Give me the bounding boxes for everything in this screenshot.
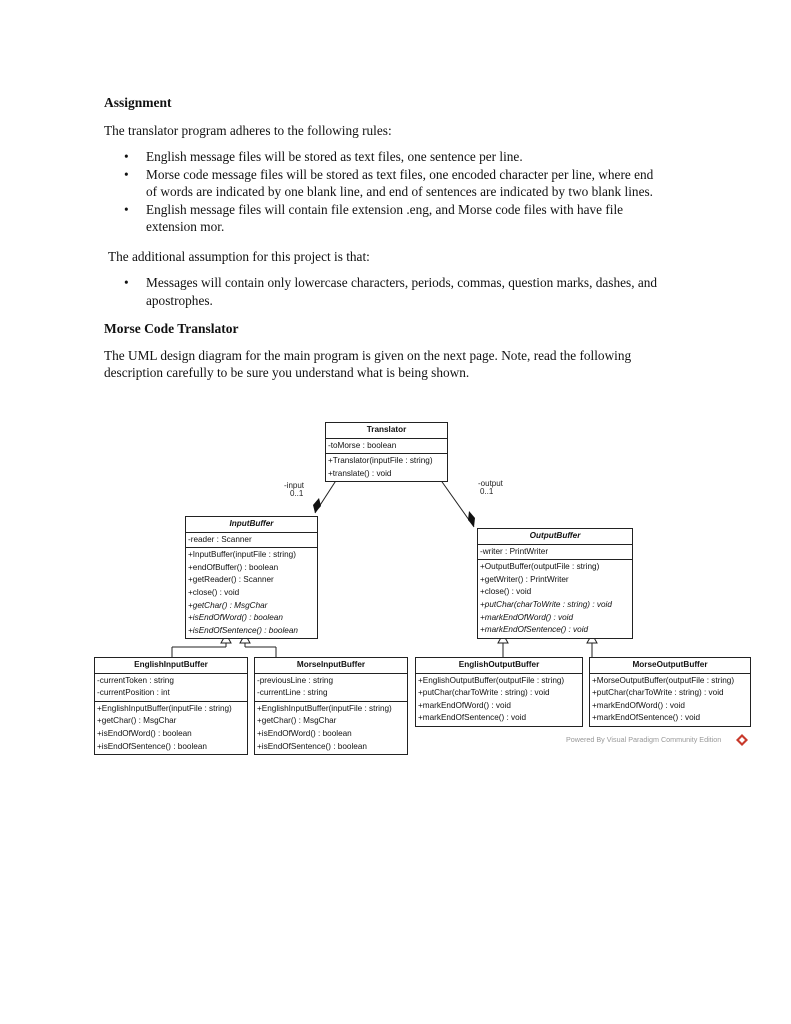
operation: +translate() : void: [328, 468, 392, 478]
operation: +getWriter() : PrintWriter: [480, 574, 569, 584]
operation: +Translator(inputFile : string): [328, 456, 433, 466]
class-morse-input-buffer: [254, 657, 408, 755]
attribute: -currentToken : string: [97, 675, 174, 685]
operations-section: [95, 702, 247, 754]
class-name: InputBuffer: [186, 517, 317, 533]
operation: +getChar() : MsgChar: [97, 716, 177, 726]
operations-section: [255, 702, 407, 754]
bullet-icon: •: [124, 149, 129, 164]
visual-paradigm-credit: Powered By Visual Paradigm Community Edition: [566, 735, 722, 744]
abstract-operation: +isEndOfSentence() : boolean: [188, 625, 298, 635]
rule-item: • English message files will be stored as text files, one sentence per line.: [124, 149, 523, 164]
bullet-icon: •: [124, 275, 129, 290]
uml-description: The UML design diagram for the main program is given on the next page. Note, read the following description carefully to be sure you understand what is being shown.: [104, 347, 632, 380]
operations-section: [478, 560, 632, 638]
class-translator: [325, 422, 448, 482]
bullet-icon: •: [124, 166, 129, 182]
translator-heading: Morse Code Translator: [104, 321, 239, 336]
operation: +getReader() : Scanner: [188, 575, 274, 585]
operation: +isEndOfSentence() : boolean: [97, 741, 207, 751]
operations-section: [416, 674, 582, 726]
operations-section: [186, 548, 317, 638]
operation: +InputBuffer(inputFile : string): [188, 550, 296, 560]
attribute: -currentPosition : int: [97, 688, 170, 698]
operations-section: [590, 674, 750, 726]
operation: +close() : void: [188, 587, 240, 597]
class-input-buffer: [185, 516, 318, 639]
abstract-operation: +isEndOfWord() : boolean: [188, 613, 283, 623]
operation: +markEndOfWord() : void: [418, 700, 511, 710]
operation: +close() : void: [480, 587, 532, 597]
abstract-operation: +markEndOfWord() : void: [480, 612, 574, 622]
input-role-label: -input: [284, 481, 305, 490]
operations-section: [326, 454, 447, 481]
assumption-item: • Messages will contain only lowercase characters, periods, commas, question marks, dashes, and apostrophes.: [124, 275, 658, 308]
output-multiplicity-label: 0..1: [480, 487, 494, 496]
operation: +markEndOfSentence() : void: [592, 713, 701, 723]
rules-intro: The translator program adheres to the following rules:: [104, 122, 392, 138]
output-role-label: -output: [478, 479, 503, 488]
output-composition-diamond: [468, 511, 475, 527]
operation: +EnglishInputBuffer(inputFile : string): [97, 703, 232, 713]
assignment-heading: Assignment: [104, 95, 172, 110]
operation: +EnglishOutputBuffer(outputFile : string): [418, 675, 565, 685]
abstract-operation: +getChar() : MsgChar: [188, 600, 268, 610]
attribute: -toMorse : boolean: [328, 440, 397, 450]
operation: +markEndOfWord() : void: [592, 700, 685, 710]
attribute: -currentLine : string: [257, 688, 328, 698]
operation: +markEndOfSentence() : void: [418, 713, 527, 723]
class-name: EnglishInputBuffer: [95, 658, 247, 674]
class-name: EnglishOutputBuffer: [416, 658, 582, 674]
class-english-input-buffer: [94, 657, 248, 755]
attributes-section: [478, 545, 632, 561]
class-morse-output-buffer: [589, 657, 751, 727]
attributes-section: [186, 533, 317, 549]
attributes-section: [95, 674, 247, 702]
class-name: Translator: [326, 423, 447, 439]
abstract-operation: +putChar(charToWrite : string) : void: [480, 599, 612, 609]
attributes-section: [326, 439, 447, 455]
assumption-intro: The additional assumption for this project is that:: [108, 248, 370, 264]
attributes-section: [255, 674, 407, 702]
operation: +OutputBuffer(outputFile : string): [480, 562, 600, 572]
bullet-icon: •: [124, 201, 129, 217]
operation: +putChar(charToWrite : string) : void: [418, 688, 550, 698]
operation: +getChar() : MsgChar: [257, 716, 337, 726]
operation: +MorseOutputBuffer(outputFile : string): [592, 675, 735, 685]
attribute: -previousLine : string: [257, 675, 333, 685]
operation: +endOfBuffer() : boolean: [188, 562, 279, 572]
attribute: -writer : PrintWriter: [480, 546, 549, 556]
rule-item: • English message files will contain file extension .eng, and Morse code files with have file extension mor.: [124, 201, 624, 234]
class-name: MorseOutputBuffer: [590, 658, 750, 674]
class-name: OutputBuffer: [478, 529, 632, 545]
abstract-operation: +markEndOfSentence() : void: [480, 625, 589, 635]
operation: +isEndOfSentence() : boolean: [257, 741, 367, 751]
operation: +EnglishInputBuffer(inputFile : string): [257, 703, 392, 713]
class-english-output-buffer: [415, 657, 583, 727]
attribute: -reader : Scanner: [188, 534, 252, 544]
operation: +isEndOfWord() : boolean: [97, 728, 192, 738]
class-output-buffer: [477, 528, 633, 639]
operation: +putChar(charToWrite : string) : void: [592, 688, 724, 698]
rule-item: • Morse code message files will be stored as text files, one encoded character per line, where end of words are indicated by one blank line, and end of sentences are indicated by two blank lines.: [124, 166, 654, 199]
operation: +isEndOfWord() : boolean: [257, 728, 352, 738]
class-name: MorseInputBuffer: [255, 658, 407, 674]
input-multiplicity-label: 0..1: [290, 489, 304, 498]
